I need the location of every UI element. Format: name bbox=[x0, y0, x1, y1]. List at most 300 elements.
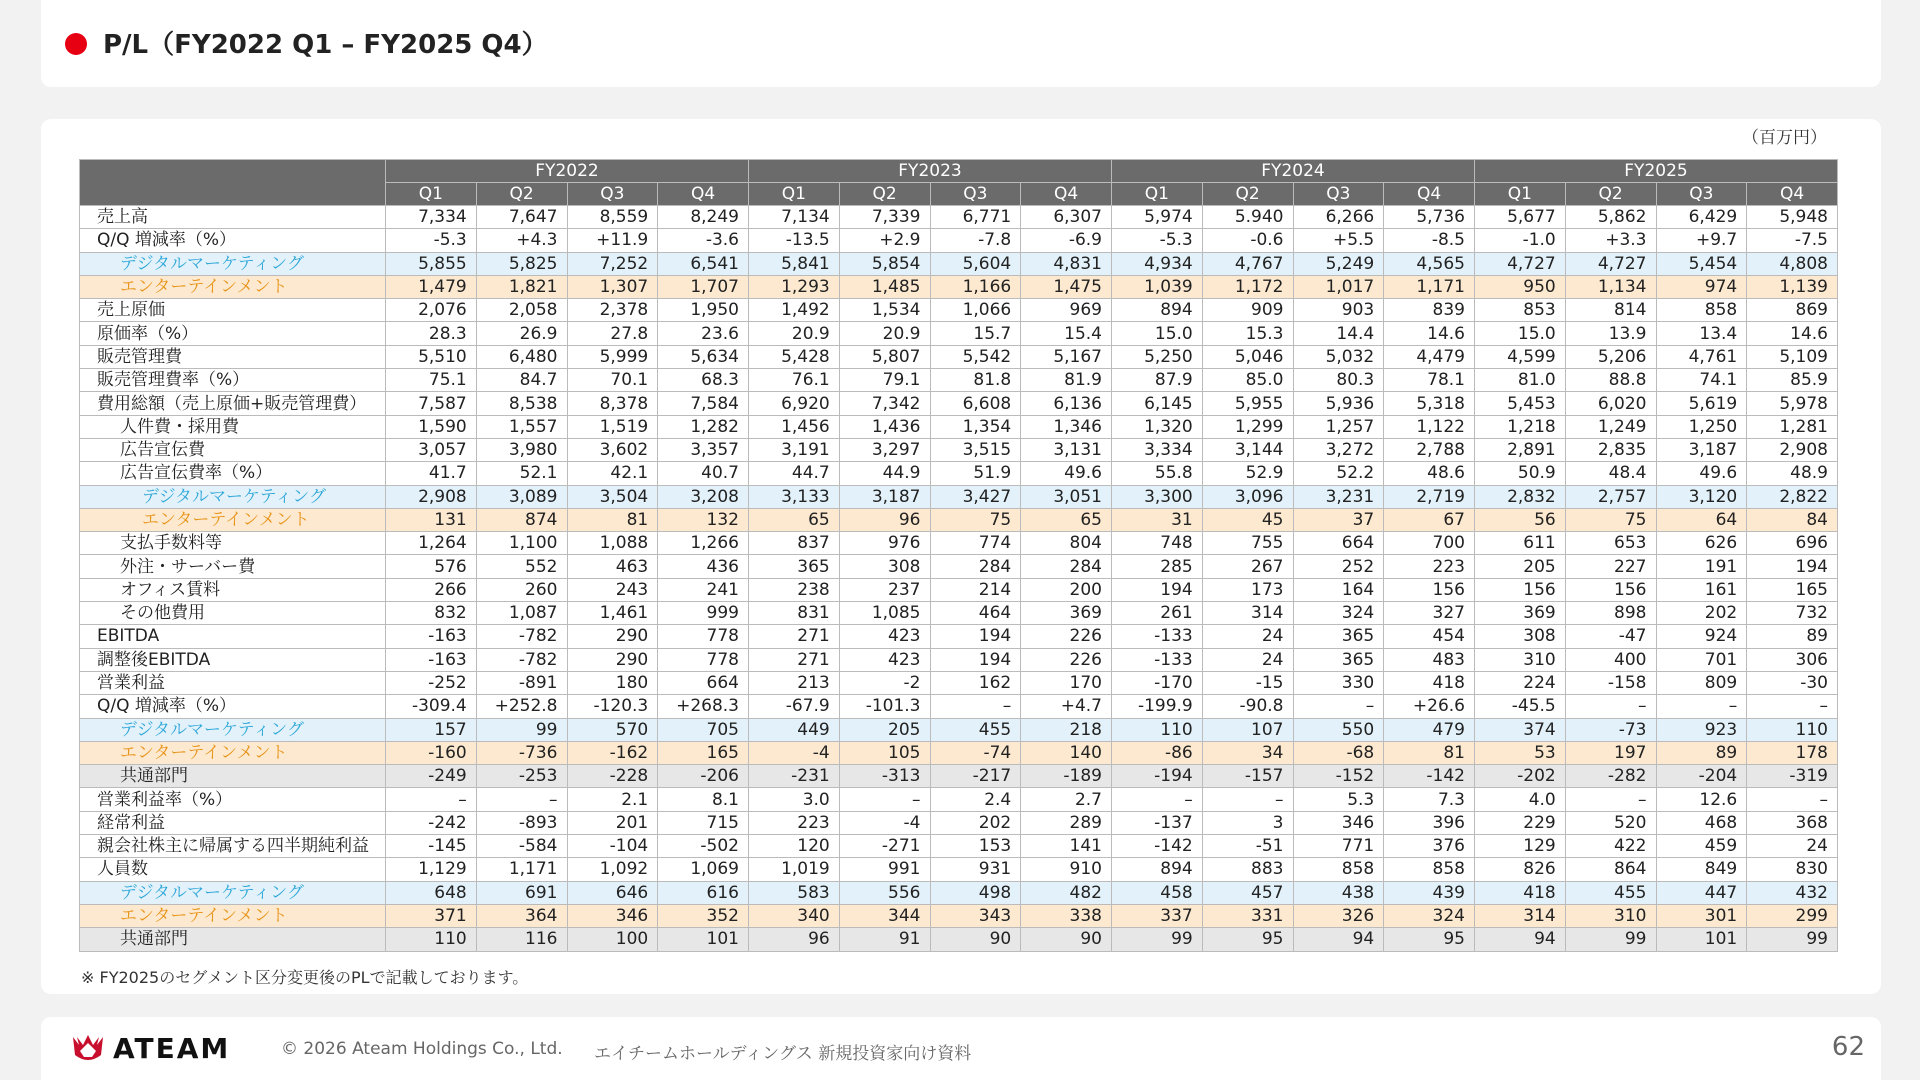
table-cell: 52.9 bbox=[1202, 462, 1293, 485]
table-cell: 8,249 bbox=[658, 206, 749, 229]
table-cell: 8,378 bbox=[567, 392, 658, 415]
table-cell: 162 bbox=[930, 671, 1021, 694]
table-cell: 3,057 bbox=[386, 438, 477, 461]
table-cell: 1,281 bbox=[1747, 415, 1838, 438]
table-cell: 732 bbox=[1747, 602, 1838, 625]
table-cell: 7,342 bbox=[839, 392, 930, 415]
table-cell: 99 bbox=[1565, 928, 1656, 951]
table-cell: -162 bbox=[567, 741, 658, 764]
row-label: エンターテインメント bbox=[80, 275, 386, 298]
table-cell: 194 bbox=[930, 625, 1021, 648]
table-cell: 611 bbox=[1475, 532, 1566, 555]
table-cell: 5,854 bbox=[839, 252, 930, 275]
table-cell: 950 bbox=[1475, 275, 1566, 298]
table-cell: -7.5 bbox=[1747, 229, 1838, 252]
table-row bbox=[80, 904, 1838, 927]
table-cell: 4,808 bbox=[1747, 252, 1838, 275]
table-cell: -309.4 bbox=[386, 695, 477, 718]
table-cell: 110 bbox=[1112, 718, 1203, 741]
table-cell: 96 bbox=[749, 928, 840, 951]
table-cell: +4.3 bbox=[476, 229, 567, 252]
table-cell: 369 bbox=[1475, 602, 1566, 625]
table-cell: 830 bbox=[1747, 858, 1838, 881]
table-cell: 931 bbox=[930, 858, 1021, 881]
table-cell: 5.3 bbox=[1293, 788, 1384, 811]
table-cell: 6,608 bbox=[930, 392, 1021, 415]
logo-text: ATEAM bbox=[113, 1031, 231, 1065]
table-cell: – bbox=[839, 788, 930, 811]
table-cell: 6,266 bbox=[1293, 206, 1384, 229]
table-cell: 2,757 bbox=[1565, 485, 1656, 508]
table-cell: 4,831 bbox=[1021, 252, 1112, 275]
table-cell: -160 bbox=[386, 741, 477, 764]
table-cell: 423 bbox=[839, 625, 930, 648]
table-cell: 2,822 bbox=[1747, 485, 1838, 508]
table-cell: 99 bbox=[476, 718, 567, 741]
table-cell: 289 bbox=[1021, 811, 1112, 834]
table-cell: 5,999 bbox=[567, 345, 658, 368]
table-cell: 153 bbox=[930, 835, 1021, 858]
table-cell: 1,519 bbox=[567, 415, 658, 438]
table-cell: 1,534 bbox=[839, 299, 930, 322]
quarter-header: Q1 bbox=[386, 183, 477, 206]
table-cell: 314 bbox=[1475, 904, 1566, 927]
table-cell: -893 bbox=[476, 811, 567, 834]
quarter-header: Q2 bbox=[476, 183, 567, 206]
table-cell: 107 bbox=[1202, 718, 1293, 741]
table-cell: 14.6 bbox=[1384, 322, 1475, 345]
table-cell: 458 bbox=[1112, 881, 1203, 904]
table-cell: 116 bbox=[476, 928, 567, 951]
table-cell: -249 bbox=[386, 765, 477, 788]
table-cell: 48.9 bbox=[1747, 462, 1838, 485]
table-cell: -145 bbox=[386, 835, 477, 858]
table-cell: 24 bbox=[1202, 625, 1293, 648]
table-cell: 748 bbox=[1112, 532, 1203, 555]
table-cell: -120.3 bbox=[567, 695, 658, 718]
table-cell: 4,767 bbox=[1202, 252, 1293, 275]
table-cell: 1,299 bbox=[1202, 415, 1293, 438]
table-cell: 308 bbox=[839, 555, 930, 578]
table-cell: 52.2 bbox=[1293, 462, 1384, 485]
table-cell: 1,320 bbox=[1112, 415, 1203, 438]
table-cell: 479 bbox=[1384, 718, 1475, 741]
table-cell: 3,208 bbox=[658, 485, 749, 508]
table-cell: 1,354 bbox=[930, 415, 1021, 438]
table-cell: +9.7 bbox=[1656, 229, 1747, 252]
table-cell: 326 bbox=[1293, 904, 1384, 927]
table-cell: -217 bbox=[930, 765, 1021, 788]
table-cell: 1,066 bbox=[930, 299, 1021, 322]
table-cell: 5,855 bbox=[386, 252, 477, 275]
table-cell: -584 bbox=[476, 835, 567, 858]
table-cell: 3,300 bbox=[1112, 485, 1203, 508]
ateam-logo bbox=[71, 1031, 230, 1065]
row-label: 営業利益率（%） bbox=[80, 788, 386, 811]
table-cell: 5,046 bbox=[1202, 345, 1293, 368]
table-cell: 2.4 bbox=[930, 788, 1021, 811]
table-cell: 81.8 bbox=[930, 369, 1021, 392]
table-cell: 214 bbox=[930, 578, 1021, 601]
table-cell: – bbox=[1656, 695, 1747, 718]
table-cell: 1,171 bbox=[1384, 275, 1475, 298]
table-cell: 1,461 bbox=[567, 602, 658, 625]
table-cell: 438 bbox=[1293, 881, 1384, 904]
table-cell: 194 bbox=[1112, 578, 1203, 601]
table-cell: 5,955 bbox=[1202, 392, 1293, 415]
table-cell: 227 bbox=[1565, 555, 1656, 578]
row-label: 共通部門 bbox=[80, 928, 386, 951]
table-cell: 696 bbox=[1747, 532, 1838, 555]
quarter-header: Q4 bbox=[1747, 183, 1838, 206]
row-label: その他費用 bbox=[80, 602, 386, 625]
table-cell: 89 bbox=[1656, 741, 1747, 764]
table-cell: 226 bbox=[1021, 648, 1112, 671]
ateam-emblem-icon bbox=[71, 1033, 105, 1063]
table-cell: 869 bbox=[1747, 299, 1838, 322]
table-row bbox=[80, 229, 1838, 252]
table-cell: 700 bbox=[1384, 532, 1475, 555]
table-cell: 51.9 bbox=[930, 462, 1021, 485]
table-cell: 883 bbox=[1202, 858, 1293, 881]
table-cell: 161 bbox=[1656, 578, 1747, 601]
table-cell: 200 bbox=[1021, 578, 1112, 601]
table-cell: 3,131 bbox=[1021, 438, 1112, 461]
table-cell: -0.6 bbox=[1202, 229, 1293, 252]
table-cell: 371 bbox=[386, 904, 477, 927]
table-cell: 1,821 bbox=[476, 275, 567, 298]
table-cell: -152 bbox=[1293, 765, 1384, 788]
document-name: エイチームホールディングス 新規投資家向け資料 bbox=[594, 1044, 972, 1064]
table-cell: 3,187 bbox=[1656, 438, 1747, 461]
quarter-header: Q1 bbox=[749, 183, 840, 206]
table-cell: +26.6 bbox=[1384, 695, 1475, 718]
table-cell: 55.8 bbox=[1112, 462, 1203, 485]
row-label: デジタルマーケティング bbox=[80, 485, 386, 508]
table-cell: 202 bbox=[1656, 602, 1747, 625]
table-cell: 2.1 bbox=[567, 788, 658, 811]
table-cell: 15.0 bbox=[1112, 322, 1203, 345]
table-cell: -142 bbox=[1384, 765, 1475, 788]
table-cell: 74.1 bbox=[1656, 369, 1747, 392]
table-cell: 79.1 bbox=[839, 369, 930, 392]
table-cell: 170 bbox=[1021, 671, 1112, 694]
table-cell: 243 bbox=[567, 578, 658, 601]
table-cell: 924 bbox=[1656, 625, 1747, 648]
table-cell: -228 bbox=[567, 765, 658, 788]
table-cell: -67.9 bbox=[749, 695, 840, 718]
table-cell: 75.1 bbox=[386, 369, 477, 392]
table-cell: 3,231 bbox=[1293, 485, 1384, 508]
table-cell: 1,264 bbox=[386, 532, 477, 555]
table-cell: 3,133 bbox=[749, 485, 840, 508]
quarter-header: Q4 bbox=[1384, 183, 1475, 206]
table-cell: 81.0 bbox=[1475, 369, 1566, 392]
table-cell: 31 bbox=[1112, 508, 1203, 531]
table-cell: 423 bbox=[839, 648, 930, 671]
row-label: 外注・サーバー費 bbox=[80, 555, 386, 578]
table-cell: 999 bbox=[658, 602, 749, 625]
table-cell: 3,980 bbox=[476, 438, 567, 461]
table-cell: 771 bbox=[1293, 835, 1384, 858]
table-cell: 41.7 bbox=[386, 462, 477, 485]
table-cell: 141 bbox=[1021, 835, 1112, 858]
table-cell: 8,538 bbox=[476, 392, 567, 415]
table-cell: – bbox=[476, 788, 567, 811]
table-cell: 552 bbox=[476, 555, 567, 578]
footer bbox=[41, 1017, 1881, 1080]
table-cell: 1,492 bbox=[749, 299, 840, 322]
table-cell: 101 bbox=[1656, 928, 1747, 951]
table-cell: 223 bbox=[749, 811, 840, 834]
unit-label: （百万円） bbox=[1742, 128, 1827, 148]
table-row bbox=[80, 438, 1838, 461]
table-cell: 831 bbox=[749, 602, 840, 625]
table-cell: 2,788 bbox=[1384, 438, 1475, 461]
table-cell: -74 bbox=[930, 741, 1021, 764]
table-cell: 197 bbox=[1565, 741, 1656, 764]
table-cell: -202 bbox=[1475, 765, 1566, 788]
table-cell: 826 bbox=[1475, 858, 1566, 881]
table-cell: 120 bbox=[749, 835, 840, 858]
table-row bbox=[80, 765, 1838, 788]
table-cell: 468 bbox=[1656, 811, 1747, 834]
table-cell: – bbox=[1565, 788, 1656, 811]
table-cell: -253 bbox=[476, 765, 567, 788]
table-cell: 267 bbox=[1202, 555, 1293, 578]
table-cell: 4,599 bbox=[1475, 345, 1566, 368]
table-cell: 53 bbox=[1475, 741, 1566, 764]
table-cell: 400 bbox=[1565, 648, 1656, 671]
table-cell: -6.9 bbox=[1021, 229, 1112, 252]
table-cell: 34 bbox=[1202, 741, 1293, 764]
table-cell: -3.6 bbox=[658, 229, 749, 252]
table-cell: 337 bbox=[1112, 904, 1203, 927]
table-cell: 49.6 bbox=[1021, 462, 1112, 485]
quarter-header: Q3 bbox=[1293, 183, 1384, 206]
table-cell: 52.1 bbox=[476, 462, 567, 485]
table-cell: 455 bbox=[1565, 881, 1656, 904]
pl-table bbox=[79, 159, 1838, 952]
table-cell: +3.3 bbox=[1565, 229, 1656, 252]
table-cell: 7,587 bbox=[386, 392, 477, 415]
table-cell: 5,542 bbox=[930, 345, 1021, 368]
row-label: 売上原価 bbox=[80, 299, 386, 322]
table-cell: 498 bbox=[930, 881, 1021, 904]
table-cell: 156 bbox=[1475, 578, 1566, 601]
table-cell: 202 bbox=[930, 811, 1021, 834]
title-card bbox=[41, 0, 1881, 87]
table-cell: 4,727 bbox=[1565, 252, 1656, 275]
row-label: 広告宣伝費率（%） bbox=[80, 462, 386, 485]
table-cell: 344 bbox=[839, 904, 930, 927]
table-cell: – bbox=[1565, 695, 1656, 718]
table-cell: 3,051 bbox=[1021, 485, 1112, 508]
table-cell: 976 bbox=[839, 532, 930, 555]
table-cell: 101 bbox=[658, 928, 749, 951]
table-row bbox=[80, 322, 1838, 345]
table-cell: 454 bbox=[1384, 625, 1475, 648]
table-row bbox=[80, 415, 1838, 438]
table-cell: 364 bbox=[476, 904, 567, 927]
table-cell: 156 bbox=[1565, 578, 1656, 601]
table-cell: -157 bbox=[1202, 765, 1293, 788]
table-row bbox=[80, 881, 1838, 904]
table-cell: -45.5 bbox=[1475, 695, 1566, 718]
table-cell: 346 bbox=[567, 904, 658, 927]
table-cell: +268.3 bbox=[658, 695, 749, 718]
table-cell: 3,602 bbox=[567, 438, 658, 461]
table-cell: 100 bbox=[567, 928, 658, 951]
table-cell: 42.1 bbox=[567, 462, 658, 485]
table-cell: 81 bbox=[1384, 741, 1475, 764]
table-cell: 85.9 bbox=[1747, 369, 1838, 392]
table-cell: 5,109 bbox=[1747, 345, 1838, 368]
row-label: 原価率（%） bbox=[80, 322, 386, 345]
table-cell: 432 bbox=[1747, 881, 1838, 904]
table-cell: 6,136 bbox=[1021, 392, 1112, 415]
table-cell: 3,427 bbox=[930, 485, 1021, 508]
table-cell: 570 bbox=[567, 718, 658, 741]
table-cell: 24 bbox=[1202, 648, 1293, 671]
table-cell: -313 bbox=[839, 765, 930, 788]
table-cell: 701 bbox=[1656, 648, 1747, 671]
table-cell: 1,122 bbox=[1384, 415, 1475, 438]
table-cell: 78.1 bbox=[1384, 369, 1475, 392]
table-cell: 91 bbox=[839, 928, 930, 951]
table-cell: 68.3 bbox=[658, 369, 749, 392]
table-cell: 3,515 bbox=[930, 438, 1021, 461]
quarter-header: Q4 bbox=[658, 183, 749, 206]
table-cell: 5,841 bbox=[749, 252, 840, 275]
table-cell: 910 bbox=[1021, 858, 1112, 881]
table-row bbox=[80, 299, 1838, 322]
table-row bbox=[80, 788, 1838, 811]
table-cell: -170 bbox=[1112, 671, 1203, 694]
table-cell: 65 bbox=[749, 508, 840, 531]
table-cell: – bbox=[930, 695, 1021, 718]
table-row bbox=[80, 555, 1838, 578]
table-cell: 224 bbox=[1475, 671, 1566, 694]
table-cell: 13.9 bbox=[1565, 322, 1656, 345]
table-cell: 463 bbox=[567, 555, 658, 578]
table-cell: 5,825 bbox=[476, 252, 567, 275]
table-cell: 1,307 bbox=[567, 275, 658, 298]
table-cell: 290 bbox=[567, 625, 658, 648]
table-cell: 858 bbox=[1384, 858, 1475, 881]
table-cell: 15.7 bbox=[930, 322, 1021, 345]
table-cell: 301 bbox=[1656, 904, 1747, 927]
table-cell: 5,619 bbox=[1656, 392, 1747, 415]
page-title: P/L（FY2022 Q1 – FY2025 Q4） bbox=[103, 30, 548, 60]
table-cell: 261 bbox=[1112, 602, 1203, 625]
table-cell: -282 bbox=[1565, 765, 1656, 788]
table-row bbox=[80, 695, 1838, 718]
row-label: 親会社株主に帰属する四半期純利益 bbox=[80, 835, 386, 858]
table-cell: 37 bbox=[1293, 508, 1384, 531]
table-cell: 2,378 bbox=[567, 299, 658, 322]
table-cell: 131 bbox=[386, 508, 477, 531]
table-cell: 205 bbox=[839, 718, 930, 741]
table-cell: 457 bbox=[1202, 881, 1293, 904]
table-cell: 365 bbox=[749, 555, 840, 578]
table-cell: 7,134 bbox=[749, 206, 840, 229]
table-cell: 5,677 bbox=[1475, 206, 1566, 229]
table-cell: 4,761 bbox=[1656, 345, 1747, 368]
row-label: 販売管理費率（%） bbox=[80, 369, 386, 392]
table-cell: -271 bbox=[839, 835, 930, 858]
table-cell: 310 bbox=[1565, 904, 1656, 927]
table-cell: -51 bbox=[1202, 835, 1293, 858]
table-cell: -163 bbox=[386, 648, 477, 671]
year-header: FY2024 bbox=[1112, 160, 1475, 183]
table-cell: 1,257 bbox=[1293, 415, 1384, 438]
table-cell: 271 bbox=[749, 648, 840, 671]
table-row bbox=[80, 835, 1838, 858]
table-cell: 310 bbox=[1475, 648, 1566, 671]
table-cell: -133 bbox=[1112, 625, 1203, 648]
table-cell: 27.8 bbox=[567, 322, 658, 345]
table-cell: -252 bbox=[386, 671, 477, 694]
table-cell: 1,039 bbox=[1112, 275, 1203, 298]
table-cell: 314 bbox=[1202, 602, 1293, 625]
table-cell: 194 bbox=[930, 648, 1021, 671]
table-cell: 2,908 bbox=[1747, 438, 1838, 461]
table-cell: 340 bbox=[749, 904, 840, 927]
table-cell: 909 bbox=[1202, 299, 1293, 322]
table-cell: 338 bbox=[1021, 904, 1112, 927]
table-cell: 84 bbox=[1747, 508, 1838, 531]
table-cell: -73 bbox=[1565, 718, 1656, 741]
table-cell: 110 bbox=[1747, 718, 1838, 741]
table-cell: 50.9 bbox=[1475, 462, 1566, 485]
table-cell: 324 bbox=[1293, 602, 1384, 625]
table-row bbox=[80, 858, 1838, 881]
table-row bbox=[80, 741, 1838, 764]
table-cell: 157 bbox=[386, 718, 477, 741]
table-cell: 205 bbox=[1475, 555, 1566, 578]
table-row bbox=[80, 369, 1838, 392]
table-row bbox=[80, 532, 1838, 555]
table-cell: 369 bbox=[1021, 602, 1112, 625]
table-cell: -4 bbox=[749, 741, 840, 764]
table-cell: 809 bbox=[1656, 671, 1747, 694]
table-cell: 449 bbox=[749, 718, 840, 741]
table-cell: 48.6 bbox=[1384, 462, 1475, 485]
table-cell: 715 bbox=[658, 811, 749, 834]
quarter-header: Q1 bbox=[1112, 183, 1203, 206]
page-number: 62 bbox=[1831, 1032, 1865, 1062]
table-cell: 5,249 bbox=[1293, 252, 1384, 275]
table-cell: +252.8 bbox=[476, 695, 567, 718]
table-cell: -242 bbox=[386, 811, 477, 834]
table-cell: 75 bbox=[1565, 508, 1656, 531]
table-cell: 5,167 bbox=[1021, 345, 1112, 368]
table-cell: 44.7 bbox=[749, 462, 840, 485]
table-cell: 64 bbox=[1656, 508, 1747, 531]
table-cell: 646 bbox=[567, 881, 658, 904]
table-cell: – bbox=[1747, 695, 1838, 718]
table-cell: 3,297 bbox=[839, 438, 930, 461]
table-cell: 6,920 bbox=[749, 392, 840, 415]
table-cell: 874 bbox=[476, 508, 567, 531]
table-cell: 3,089 bbox=[476, 485, 567, 508]
table-cell: 140 bbox=[1021, 741, 1112, 764]
table-cell: 13.4 bbox=[1656, 322, 1747, 345]
table-cell: 3 bbox=[1202, 811, 1293, 834]
table-cell: 1,017 bbox=[1293, 275, 1384, 298]
table-cell: 14.4 bbox=[1293, 322, 1384, 345]
